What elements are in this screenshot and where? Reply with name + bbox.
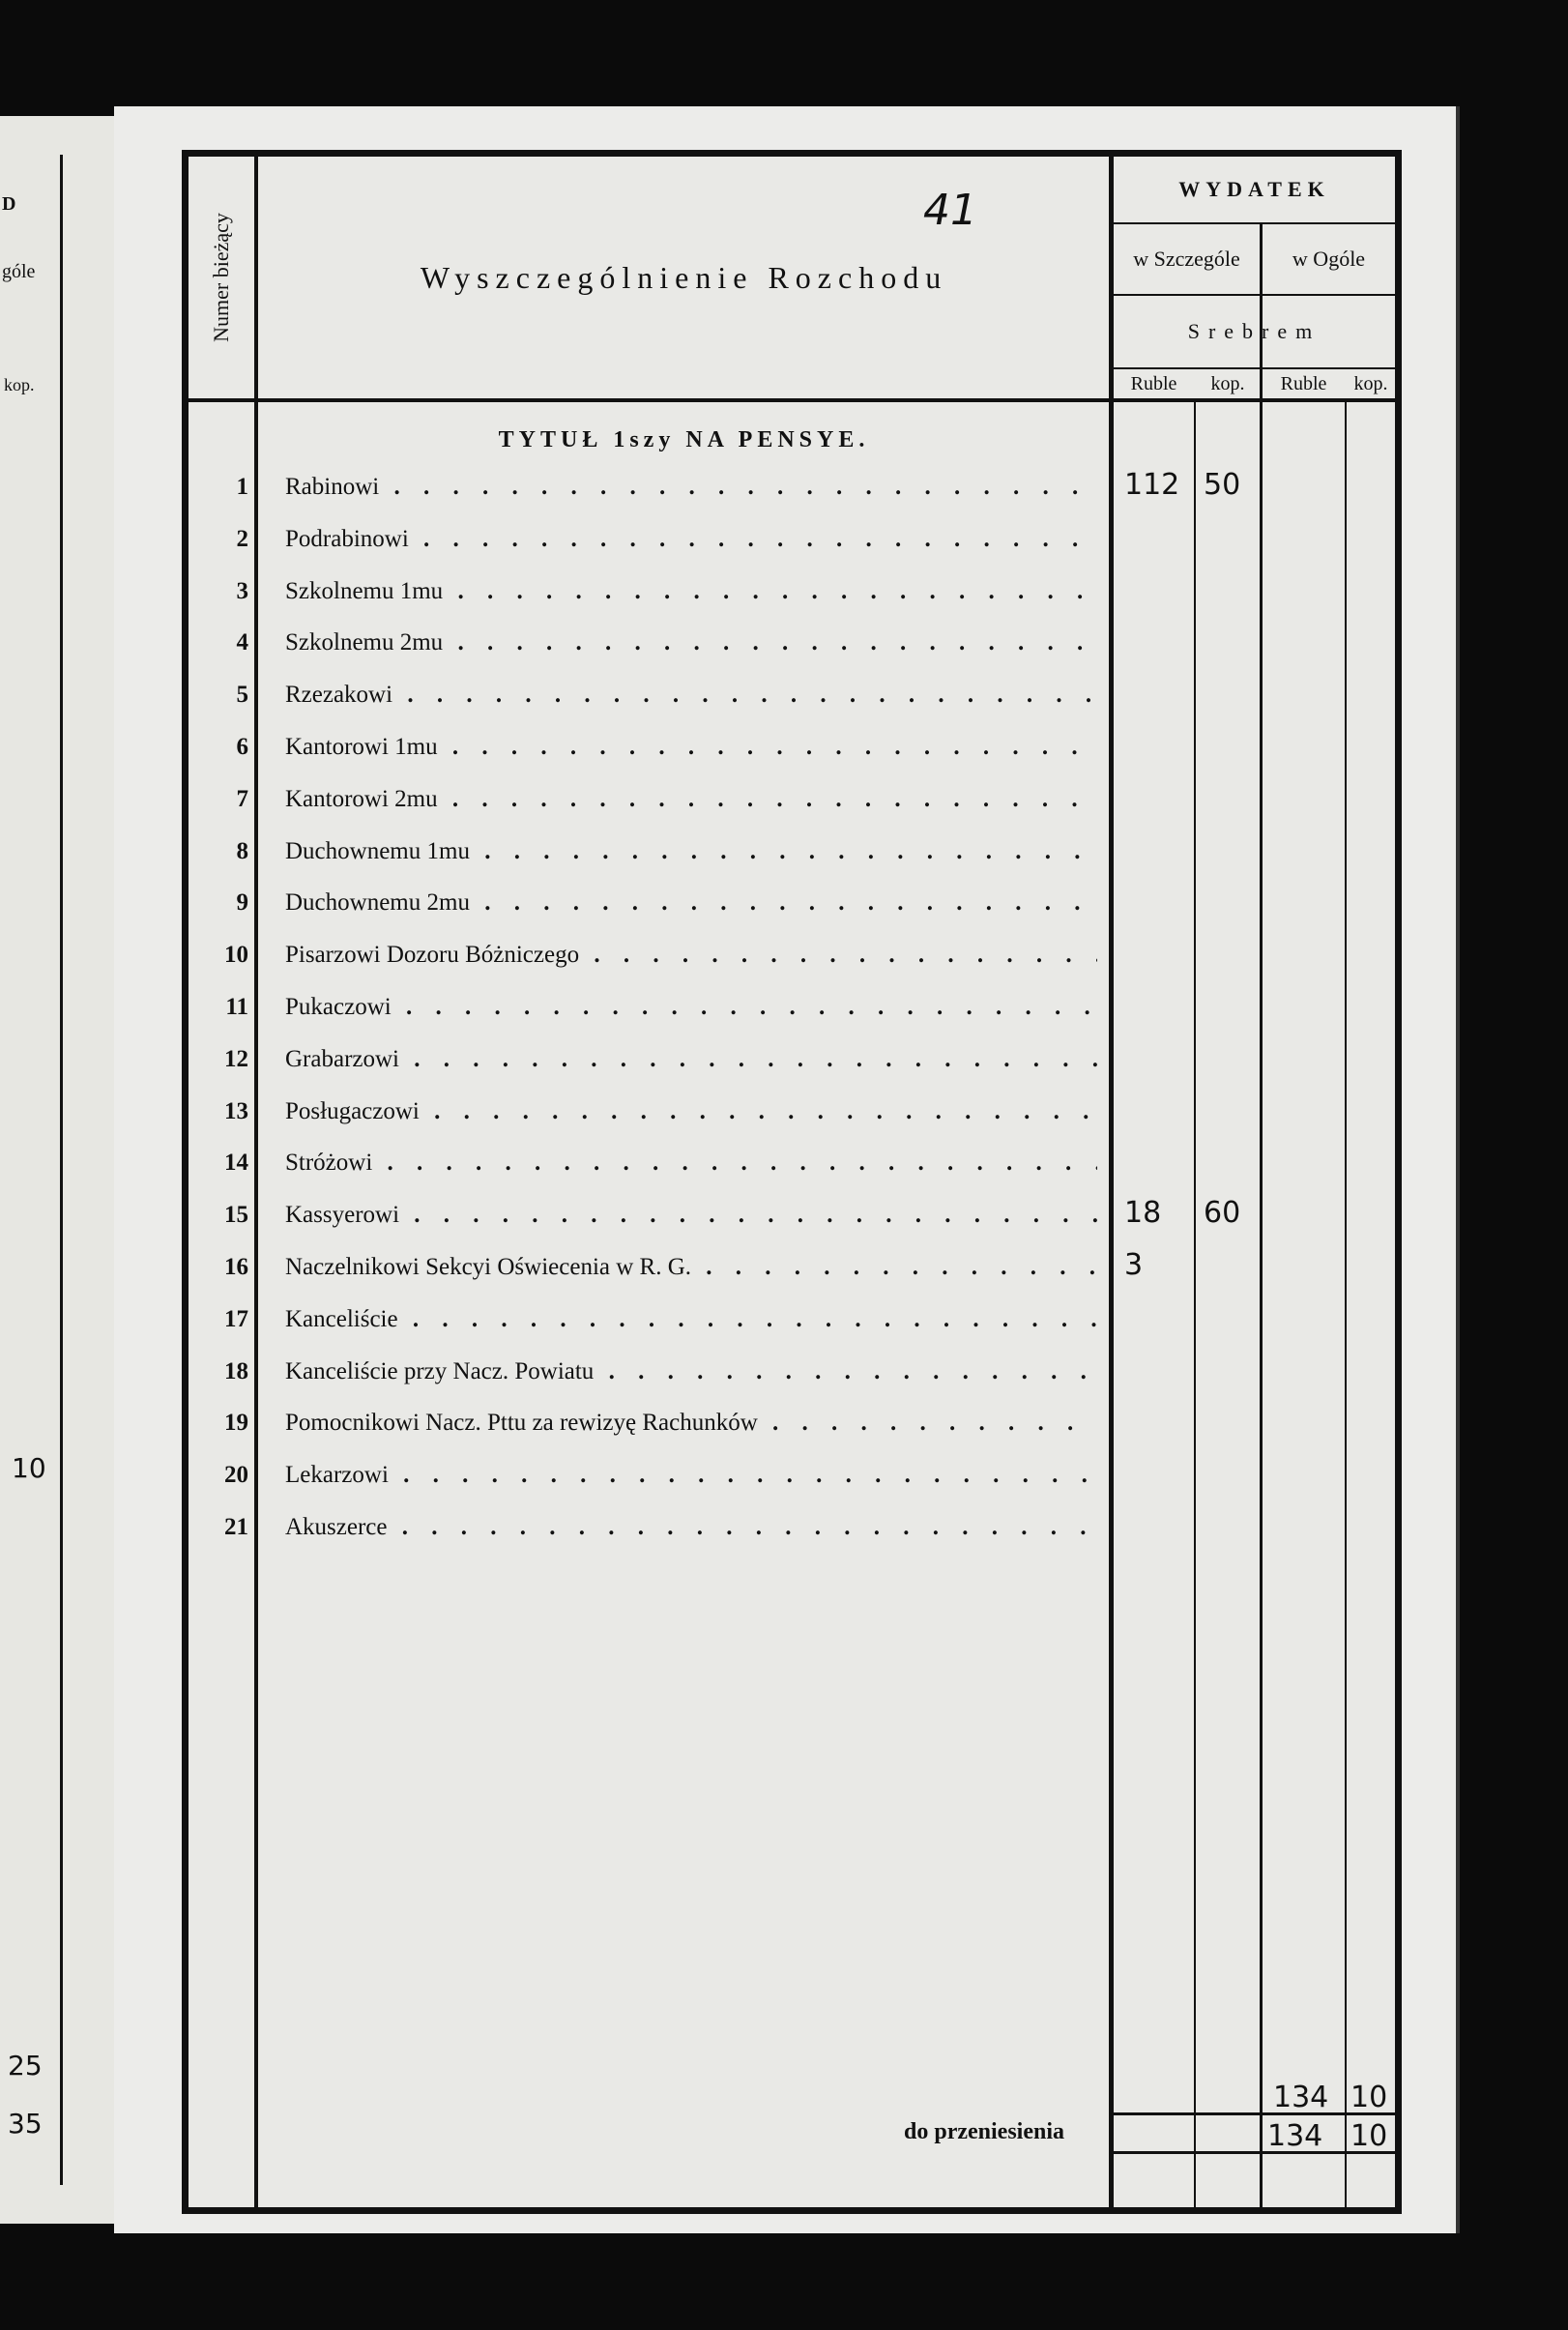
- row-label: Naczelnikowi Sekcyi Oświecenia w R. G. . . .: [285, 1254, 1097, 1281]
- left-page-col-label: góle: [2, 261, 36, 282]
- row-number: 1: [236, 474, 248, 500]
- row-number: 20: [224, 1462, 248, 1489]
- table-row: [189, 516, 1395, 568]
- header-w-ogole: w Ogóle: [1292, 247, 1366, 271]
- left-page-fragment: [0, 116, 117, 2224]
- header-srebrem: Srebrem: [1187, 319, 1321, 343]
- table-row: [189, 829, 1395, 881]
- row-label: Kanceliście przy Nacz. Powiatu . . .: [285, 1358, 1097, 1385]
- row-label: Rabinowi . . .: [285, 474, 1097, 501]
- table-row: [189, 932, 1395, 984]
- left-page-header: D: [2, 193, 16, 215]
- table-row: [189, 880, 1395, 932]
- table-row: [189, 776, 1395, 829]
- row-label: Stróżowi . . .: [285, 1150, 1097, 1177]
- header-wydatek: WYDATEK: [1178, 177, 1330, 201]
- table-row: [189, 724, 1395, 776]
- table-row: [189, 1089, 1395, 1141]
- row-ruble: 112: [1124, 468, 1180, 502]
- row-number: 10: [224, 942, 248, 969]
- row-label: Szkolnemu 1mu . . .: [285, 578, 1097, 605]
- row-number: 9: [236, 889, 248, 917]
- header-ruble-1: Ruble: [1130, 372, 1177, 394]
- row-number: 13: [224, 1097, 248, 1124]
- table-row: [189, 1296, 1395, 1349]
- left-page-kop: kop.: [4, 375, 35, 394]
- row-number: 8: [236, 837, 248, 864]
- row-label: Grabarzowi . . .: [285, 1046, 1097, 1073]
- header-ruble-2: Ruble: [1280, 372, 1327, 394]
- left-page-value-1: 10: [12, 1452, 46, 1484]
- row-label: Szkolnemu 2mu . . .: [285, 629, 1097, 656]
- table-row: [189, 464, 1395, 516]
- row-number: 7: [236, 785, 248, 812]
- left-page-column: [0, 155, 63, 2185]
- row-label: Pisarzowi Dozoru Bóżniczego . . .: [285, 942, 1097, 969]
- row-number: 19: [224, 1410, 248, 1437]
- row-number: 15: [224, 1202, 248, 1229]
- row-label: Podrabinowi . . .: [285, 526, 1097, 553]
- table-row: [189, 1452, 1395, 1504]
- row-number: 14: [224, 1150, 248, 1177]
- row-number: 4: [236, 629, 248, 656]
- row-number: 5: [236, 682, 248, 709]
- carry-label: do przeniesienia: [904, 2119, 1064, 2144]
- row-number: 16: [224, 1254, 248, 1280]
- row-label: Duchownemu 2mu . . .: [285, 889, 1097, 917]
- row-number: 11: [225, 994, 248, 1020]
- table-row: [189, 1192, 1395, 1244]
- row-label: Kanceliście . . .: [285, 1306, 1097, 1333]
- row-number: 6: [236, 734, 248, 760]
- row-kop: 50: [1204, 468, 1241, 502]
- header-title: Wyszczególnienie Rozchodu: [420, 259, 948, 295]
- table-row: [189, 1400, 1395, 1452]
- carry-ruble: 134: [1267, 2119, 1323, 2153]
- row-number: 21: [224, 1514, 248, 1540]
- row-label: Kantorowi 2mu . . .: [285, 786, 1097, 813]
- left-page-value-2: 25: [8, 2050, 43, 2082]
- table-row: [189, 1244, 1395, 1296]
- row-label: Posługaczowi . . .: [285, 1098, 1097, 1125]
- ledger-table: [182, 150, 1402, 2214]
- row-kop: 60: [1204, 1196, 1241, 1231]
- row-number: 18: [224, 1357, 248, 1384]
- total-ogol-ruble: 134: [1273, 2081, 1329, 2114]
- row-label: Pukaczowi . . .: [285, 994, 1097, 1021]
- rule-header-bottom: [189, 398, 1395, 402]
- header-kop-2: kop.: [1353, 372, 1388, 394]
- row-ruble: 3: [1124, 1248, 1144, 1282]
- header-kop-1: kop.: [1210, 372, 1245, 394]
- row-label: Akuszerce . . .: [285, 1514, 1097, 1541]
- row-label: Lekarzowi . . .: [285, 1462, 1097, 1489]
- table-row: [189, 568, 1395, 621]
- left-page-value-3: 35: [8, 2108, 43, 2140]
- table-row: [189, 672, 1395, 724]
- table-row: [189, 1504, 1395, 1557]
- carry-kop: 10: [1350, 2119, 1388, 2153]
- row-number: 12: [224, 1045, 248, 1072]
- row-label: Pomocnikowi Nacz. Pttu za rewizyę Rachunków . . .: [285, 1410, 1097, 1437]
- header-numer: Numer bieżący: [209, 213, 234, 342]
- row-label: Duchownemu 1mu . . .: [285, 838, 1097, 865]
- row-ruble: 18: [1124, 1196, 1162, 1231]
- row-number: 17: [224, 1305, 248, 1332]
- section-title: TYTUŁ 1szy NA PENSYE.: [498, 427, 870, 452]
- row-label: Kassyerowi . . .: [285, 1202, 1097, 1229]
- folio-number: 41: [923, 186, 977, 235]
- table-row: [189, 984, 1395, 1036]
- table-row: [189, 1036, 1395, 1089]
- header-w-szczegole: w Szczególe: [1133, 247, 1240, 271]
- row-number: 2: [236, 525, 248, 552]
- table-row: [189, 1140, 1395, 1192]
- table-row: [189, 620, 1395, 672]
- table-row: [189, 1349, 1395, 1401]
- row-label: Rzezakowi . . .: [285, 682, 1097, 709]
- ledger-sheet: [114, 106, 1460, 2233]
- total-ogol-kop: 10: [1350, 2081, 1388, 2114]
- row-label: Kantorowi 1mu . . .: [285, 734, 1097, 761]
- row-number: 3: [236, 577, 248, 604]
